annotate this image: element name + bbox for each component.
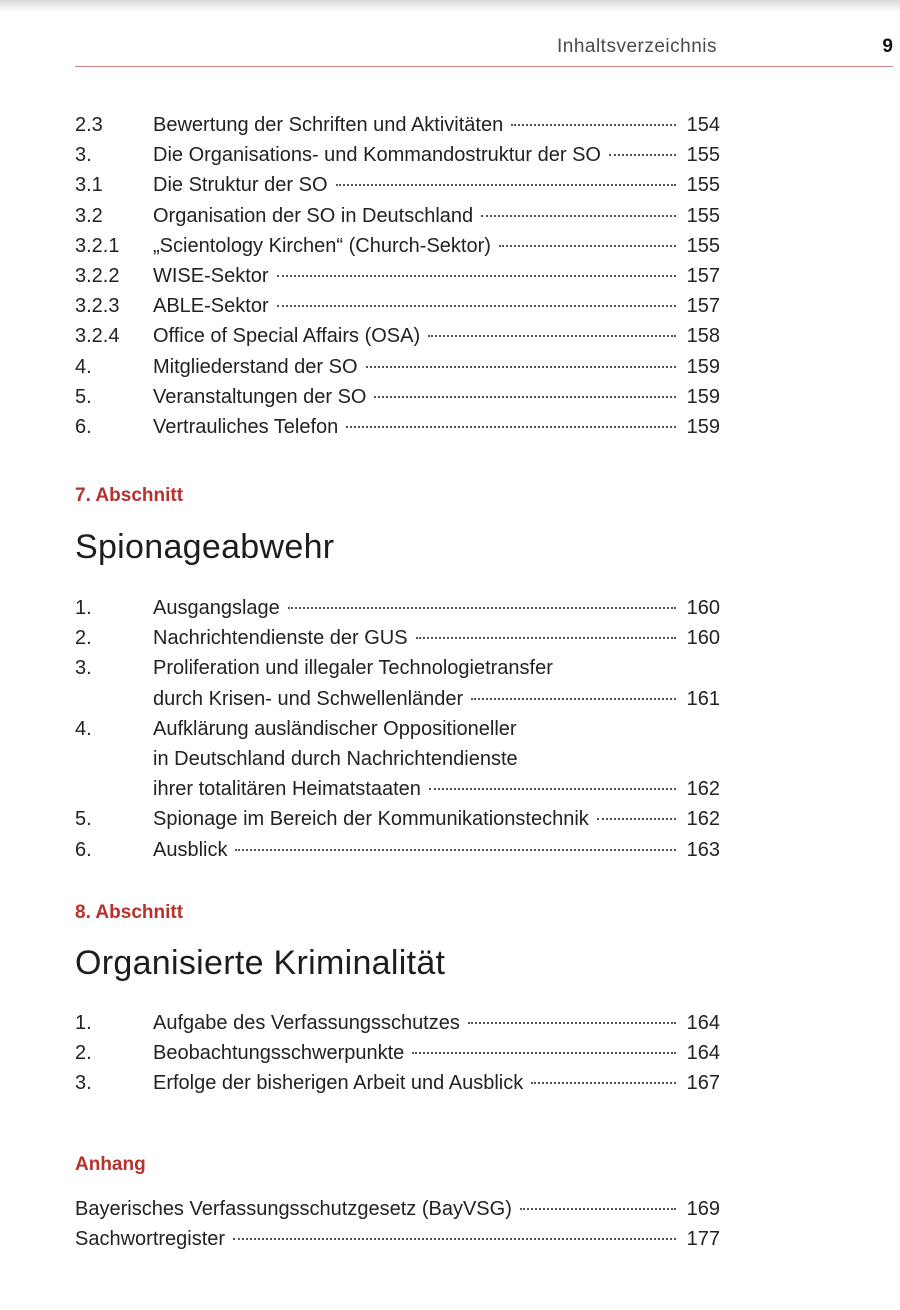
entry-page: 155 bbox=[686, 174, 720, 197]
entry-page: 169 bbox=[686, 1198, 720, 1220]
dot-leader bbox=[412, 1052, 676, 1054]
entry-title: Ausgangslage bbox=[153, 597, 280, 619]
dot-leader bbox=[597, 818, 676, 820]
entry-number: 3. bbox=[75, 657, 92, 680]
dot-leader bbox=[346, 426, 676, 428]
entry-title-line: Aufklärung ausländischer Oppositioneller bbox=[153, 717, 517, 740]
entry-title: Organisation der SO in Deutschland bbox=[153, 204, 474, 227]
dot-leader bbox=[520, 1208, 676, 1210]
dot-leader bbox=[468, 1022, 676, 1024]
dot-leader bbox=[609, 154, 676, 156]
entry-number: 5. bbox=[75, 385, 92, 408]
page-number: 9 bbox=[882, 36, 893, 57]
entry-title: Sachwortregister bbox=[75, 1228, 226, 1251]
entry-number: 5. bbox=[75, 808, 92, 831]
dot-leader bbox=[429, 788, 676, 790]
entry-page: 162 bbox=[686, 778, 720, 801]
entry-title: Beobachtungsschwerpunkte bbox=[153, 1042, 405, 1065]
entry-number: 2. bbox=[75, 1042, 92, 1065]
entry-title: Vertrauliches Telefon bbox=[153, 416, 339, 439]
entry-title: Veranstaltungen der SO bbox=[153, 385, 367, 408]
entry-number: 2.3 bbox=[75, 114, 103, 136]
toc-entry[interactable] bbox=[75, 412, 720, 442]
toc-entry-multiline[interactable] bbox=[75, 653, 720, 713]
toc-entry[interactable] bbox=[75, 1194, 720, 1224]
entry-number: 3.2.3 bbox=[75, 295, 120, 318]
toc-section-7 bbox=[75, 593, 720, 865]
appendix-label: Anhang bbox=[75, 1154, 146, 1175]
entry-number: 1. bbox=[75, 1012, 92, 1034]
entry-title: Mitgliederstand der SO bbox=[153, 355, 358, 378]
entry-number: 6. bbox=[75, 416, 92, 439]
toc-entry[interactable] bbox=[75, 1068, 720, 1098]
dot-leader bbox=[366, 366, 676, 368]
dot-leader bbox=[277, 275, 676, 277]
toc-appendix bbox=[75, 1194, 720, 1254]
dot-leader bbox=[531, 1082, 676, 1084]
entry-title-line: in Deutschland durch Nachrichtendienste bbox=[153, 748, 518, 771]
entry-page: 164 bbox=[686, 1042, 720, 1065]
entry-title: „Scientology Kirchen“ (Church-Sektor) bbox=[153, 234, 491, 257]
entry-number: 2. bbox=[75, 627, 92, 650]
entry-title: Erfolge der bisherigen Arbeit und Ausblick bbox=[153, 1072, 524, 1095]
section-title: Spionageabwehr bbox=[75, 528, 335, 566]
entry-page: 154 bbox=[686, 114, 720, 136]
toc-entry[interactable] bbox=[75, 804, 720, 834]
entry-page: 162 bbox=[686, 808, 720, 831]
page-top-shadow bbox=[0, 0, 900, 12]
entry-page: 159 bbox=[686, 385, 720, 408]
entry-number: 1. bbox=[75, 597, 92, 619]
entry-page: 164 bbox=[686, 1012, 720, 1034]
toc-entry[interactable] bbox=[75, 261, 720, 291]
toc-entry[interactable] bbox=[75, 321, 720, 351]
toc-entry[interactable] bbox=[75, 170, 720, 200]
entry-number: 4. bbox=[75, 717, 92, 740]
dot-leader bbox=[499, 245, 676, 247]
entry-title: Ausblick bbox=[153, 838, 228, 861]
entry-title: Bewertung der Schriften und Aktivitäten bbox=[153, 114, 504, 136]
dot-leader bbox=[481, 215, 676, 217]
entry-number: 3.2.1 bbox=[75, 234, 120, 257]
dot-leader bbox=[288, 607, 676, 609]
toc-continued bbox=[75, 110, 720, 442]
running-header bbox=[75, 34, 893, 67]
entry-page: 159 bbox=[686, 416, 720, 439]
toc-entry[interactable] bbox=[75, 835, 720, 865]
entry-number: 3.2.2 bbox=[75, 265, 120, 288]
toc-section-8 bbox=[75, 1008, 720, 1099]
dot-leader bbox=[374, 396, 676, 398]
entry-title: Aufgabe des Verfassungsschutzes bbox=[153, 1012, 460, 1034]
toc-entry[interactable] bbox=[75, 231, 720, 261]
entry-page: 163 bbox=[686, 838, 720, 861]
entry-number: 6. bbox=[75, 838, 92, 861]
entry-title: Die Organisations- und Kommandostruktur der SO bbox=[153, 144, 601, 167]
entry-page: 160 bbox=[686, 627, 720, 650]
running-title: Inhaltsverzeichnis bbox=[556, 36, 717, 57]
section-label: 7. Abschnitt bbox=[75, 485, 184, 506]
toc-entry[interactable] bbox=[75, 201, 720, 231]
entry-title-line: Proliferation und illegaler Technologietransfer bbox=[153, 657, 553, 680]
entry-title: Spionage im Bereich der Kommunikationstechnik bbox=[153, 808, 589, 831]
entry-page: 155 bbox=[686, 204, 720, 227]
entry-title: Bayerisches Verfassungsschutzgesetz (BayVSG) bbox=[75, 1198, 512, 1220]
entry-page: 161 bbox=[686, 687, 720, 710]
entry-title: ABLE-Sektor bbox=[153, 295, 269, 318]
entry-page: 177 bbox=[686, 1228, 720, 1251]
toc-entry[interactable] bbox=[75, 1038, 720, 1068]
toc-entry[interactable] bbox=[75, 593, 720, 623]
dot-leader bbox=[235, 849, 676, 851]
dot-leader bbox=[428, 335, 676, 337]
entry-number: 3.2 bbox=[75, 204, 103, 227]
entry-number: 3. bbox=[75, 144, 92, 167]
toc-entry[interactable] bbox=[75, 352, 720, 382]
section-label: 8. Abschnitt bbox=[75, 902, 184, 923]
entry-number: 4. bbox=[75, 355, 92, 378]
dot-leader bbox=[277, 305, 676, 307]
entry-title-line: durch Krisen- und Schwellenländer bbox=[153, 687, 464, 710]
toc-entry[interactable] bbox=[75, 1224, 720, 1254]
toc-entry[interactable] bbox=[75, 623, 720, 653]
entry-title: Nachrichtendienste der GUS bbox=[153, 627, 408, 650]
entry-page: 155 bbox=[686, 234, 720, 257]
entry-page: 158 bbox=[686, 325, 720, 348]
dot-leader bbox=[471, 698, 676, 700]
entry-title: Office of Special Affairs (OSA) bbox=[153, 325, 421, 348]
section-title: Organisierte Kriminalität bbox=[75, 944, 446, 982]
toc-entry-multiline[interactable] bbox=[75, 714, 720, 805]
entry-page: 159 bbox=[686, 355, 720, 378]
entry-page: 160 bbox=[686, 597, 720, 619]
entry-number: 3. bbox=[75, 1072, 92, 1095]
entry-title: Die Struktur der SO bbox=[153, 174, 328, 197]
dot-leader bbox=[416, 637, 676, 639]
dot-leader bbox=[336, 184, 676, 186]
entry-title: WISE-Sektor bbox=[153, 265, 269, 288]
entry-page: 157 bbox=[686, 295, 720, 318]
dot-leader bbox=[511, 124, 676, 126]
dot-leader bbox=[233, 1238, 676, 1240]
toc-entry[interactable] bbox=[75, 382, 720, 412]
toc-entry[interactable] bbox=[75, 1008, 720, 1038]
entry-page: 157 bbox=[686, 265, 720, 288]
entry-number: 3.2.4 bbox=[75, 325, 120, 348]
entry-title-line: ihrer totalitären Heimatstaaten bbox=[153, 778, 421, 801]
entry-page: 155 bbox=[686, 144, 720, 167]
entry-page: 167 bbox=[686, 1072, 720, 1095]
toc-entry[interactable] bbox=[75, 110, 720, 140]
toc-entry[interactable] bbox=[75, 140, 720, 170]
entry-number: 3.1 bbox=[75, 174, 103, 197]
toc-entry[interactable] bbox=[75, 291, 720, 321]
